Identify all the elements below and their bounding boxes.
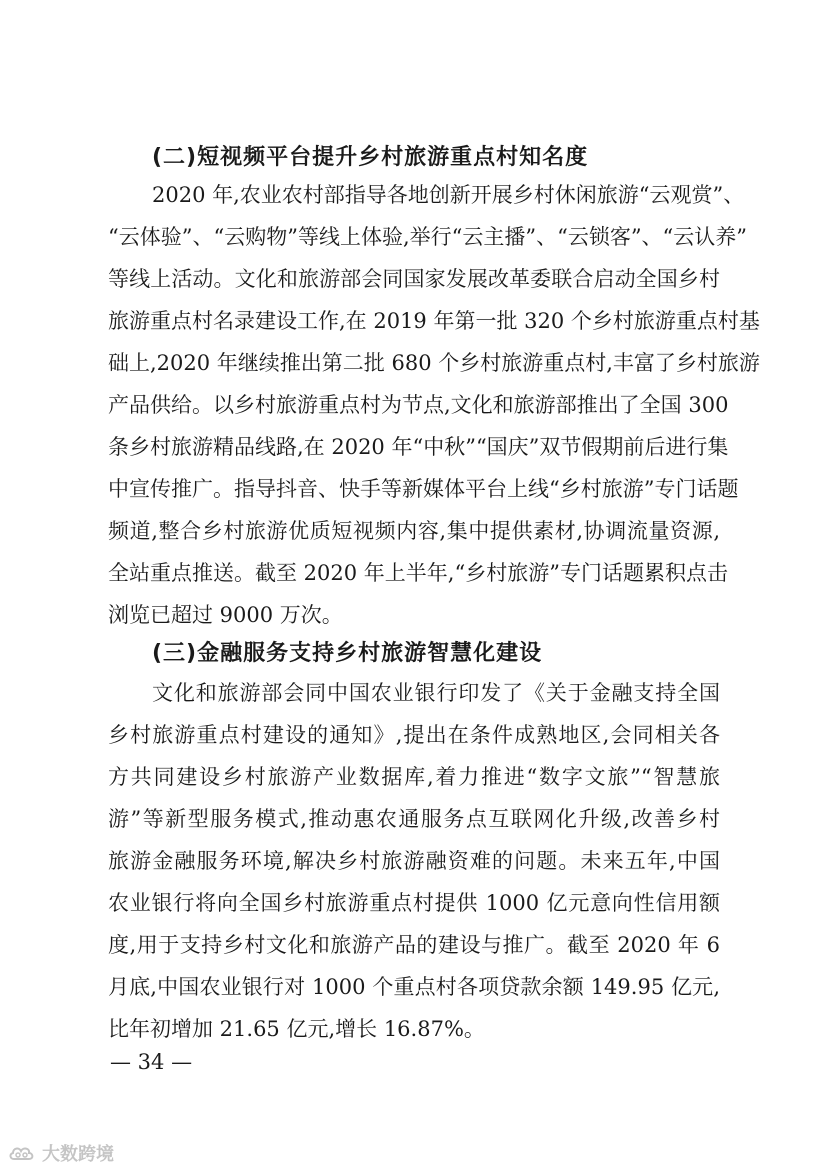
body-line: 旅游重点村名录建设工作,在 2019 年第一批 320 个乡村旅游重点村基 (108, 309, 760, 333)
body-line: 条乡村旅游精品线路,在 2020 年“中秋”“国庆”双节假期前后进行集 (108, 435, 729, 459)
body-line: 频道,整合乡村旅游优质短视频内容,集中提供素材,协调流量资源, (108, 519, 720, 543)
body-line: 乡村旅游重点村建设的通知》,提出在条件成熟地区,会同相关各 (108, 723, 720, 747)
body-line: 度,用于支持乡村文化和旅游产品的建设与推广。截至 2020 年 6 (108, 933, 720, 957)
body-line: 旅游金融服务环境,解决乡村旅游融资难的问题。未来五年,中国 (108, 849, 720, 873)
body-line: 等线上活动。文化和旅游部会同国家发展改革委联合启动全国乡村 (108, 267, 720, 291)
body-line: 全站重点推送。截至 2020 年上半年,“乡村旅游”专门话题累积点击 (108, 561, 728, 585)
body-line: 浏览已超过 9000 万次。 (108, 603, 343, 627)
body-line: “云体验”、“云购物”等线上体验,举行“云主播”、“云锁客”、“云认养” (108, 225, 748, 249)
body-line: 础上,2020 年继续推出第二批 680 个乡村旅游重点村,丰富了乡村旅游 (108, 351, 760, 375)
body-line: 产品供给。以乡村旅游重点村为节点,文化和旅游部推出了全国 300 (108, 393, 729, 417)
body-line: 文化和旅游部会同中国农业银行印发了《关于金融支持全国 (152, 681, 720, 705)
body-line: 中宣传推广。指导抖音、快手等新媒体平台上线“乡村旅游”专门话题 (108, 477, 739, 501)
page-number: — 34 — (110, 1050, 193, 1074)
body-line: 比年初增加 21.65 亿元,增长 16.87%。 (108, 1017, 485, 1041)
body-line: 方共同建设乡村旅游产业数据库,着力推进“数字文旅”“智慧旅 (108, 765, 720, 789)
body-line: 游”等新型服务模式,推动惠农通服务点互联网化升级,改善乡村 (108, 807, 720, 831)
section-3-heading: (三)金融服务支持乡村旅游智慧化建设 (152, 641, 543, 666)
body-line: 月底,中国农业银行对 1000 个重点村各项贷款余额 149.95 亿元, (108, 975, 720, 999)
body-line: 农业银行将向全国乡村旅游重点村提供 1000 亿元意向性信用额 (108, 891, 720, 915)
body-line: 2020 年,农业农村部指导各地创新开展乡村休闲旅游“云观赏”、 (152, 183, 745, 207)
watermark-text: 大数跨境 (42, 1144, 114, 1165)
section-2-heading: (二)短视频平台提升乡村旅游重点村知名度 (152, 145, 589, 170)
watermark (8, 1140, 114, 1166)
cloud-logo-icon (8, 1143, 38, 1163)
